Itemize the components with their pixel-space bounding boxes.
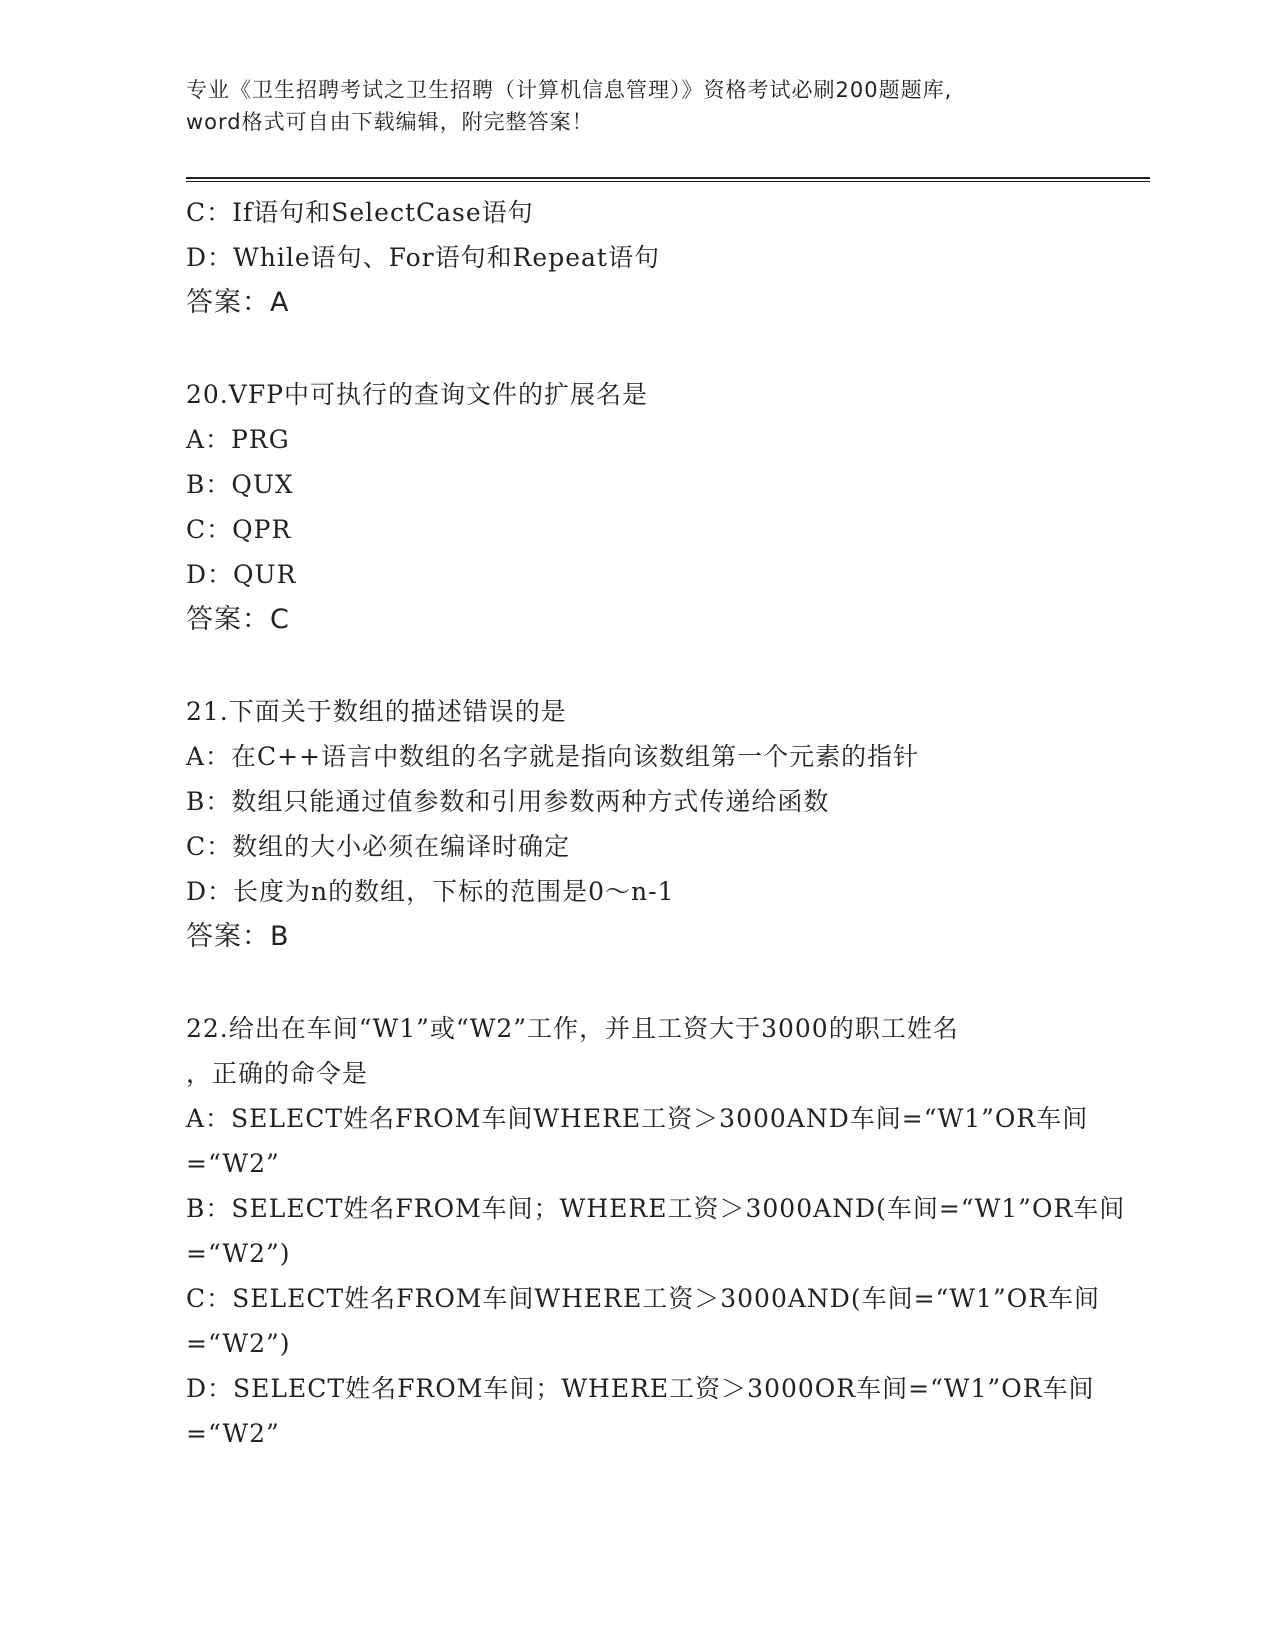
header-title-line-2: word格式可自由下载编辑，附完整答案！ (186, 110, 594, 134)
question-20 (186, 372, 1086, 642)
option-c-line-2: =“W2”) (186, 1329, 291, 1358)
answer: 答案：B (186, 921, 290, 952)
option-a-line-1: A：SELECT姓名FROM车间WHERE工资＞3000AND车间=“W1”OR车间 (186, 1104, 1089, 1133)
spacer (186, 959, 1086, 1006)
question-text-line-1: 22.给出在车间“W1”或“W2”工作，并且工资大于3000的职工姓名 (186, 1014, 959, 1043)
question-19-tail (186, 190, 1086, 325)
option-c: C：If语句和SelectCase语句 (186, 198, 534, 227)
question-list (186, 190, 1126, 1456)
header-title-line-1: 专业《卫生招聘考试之卫生招聘（计算机信息管理）》资格考试必刷200题题库, (186, 78, 953, 102)
option-b: B：QUX (186, 470, 294, 499)
header-divider-thin (186, 181, 1150, 182)
header-divider-thick (186, 177, 1150, 179)
question-22 (186, 1006, 1126, 1456)
question-text: 21.下面关于数组的描述错误的是 (186, 697, 567, 726)
answer: 答案：C (186, 604, 290, 635)
question-21 (186, 689, 1086, 959)
question-text: 20.VFP中可执行的查询文件的扩展名是 (186, 380, 648, 409)
question-text-line-2: ，正确的命令是 (186, 1059, 369, 1088)
answer: 答案：A (186, 287, 290, 318)
option-b-line-2: =“W2”) (186, 1239, 291, 1268)
option-c-line-1: C：SELECT姓名FROM车间WHERE工资＞3000AND(车间=“W1”OR车间 (186, 1284, 1101, 1313)
option-a-line-2: =“W2” (186, 1149, 280, 1178)
option-a: A：在C++语言中数组的名字就是指向该数组第一个元素的指针 (186, 742, 920, 771)
option-d-line-1: D：SELECT姓名FROM车间；WHERE工资＞3000OR车间=“W1”OR车间 (186, 1374, 1095, 1403)
document-header (186, 74, 1086, 138)
option-b: B：数组只能通过值参数和引用参数两种方式传递给函数 (186, 787, 830, 816)
option-d: D：长度为n的数组，下标的范围是0～n-1 (186, 877, 675, 906)
option-c: C：数组的大小必须在编译时确定 (186, 832, 571, 861)
option-d: D：While语句、For语句和Repeat语句 (186, 243, 660, 272)
option-b-line-1: B：SELECT姓名FROM车间；WHERE工资＞3000AND(车间=“W1”OR车间 (186, 1194, 1126, 1223)
option-d-line-2: =“W2” (186, 1419, 280, 1448)
option-d: D：QUR (186, 560, 297, 589)
spacer (186, 642, 1086, 689)
option-a: A：PRG (186, 425, 290, 454)
option-c: C：QPR (186, 515, 292, 544)
spacer (186, 325, 1086, 372)
